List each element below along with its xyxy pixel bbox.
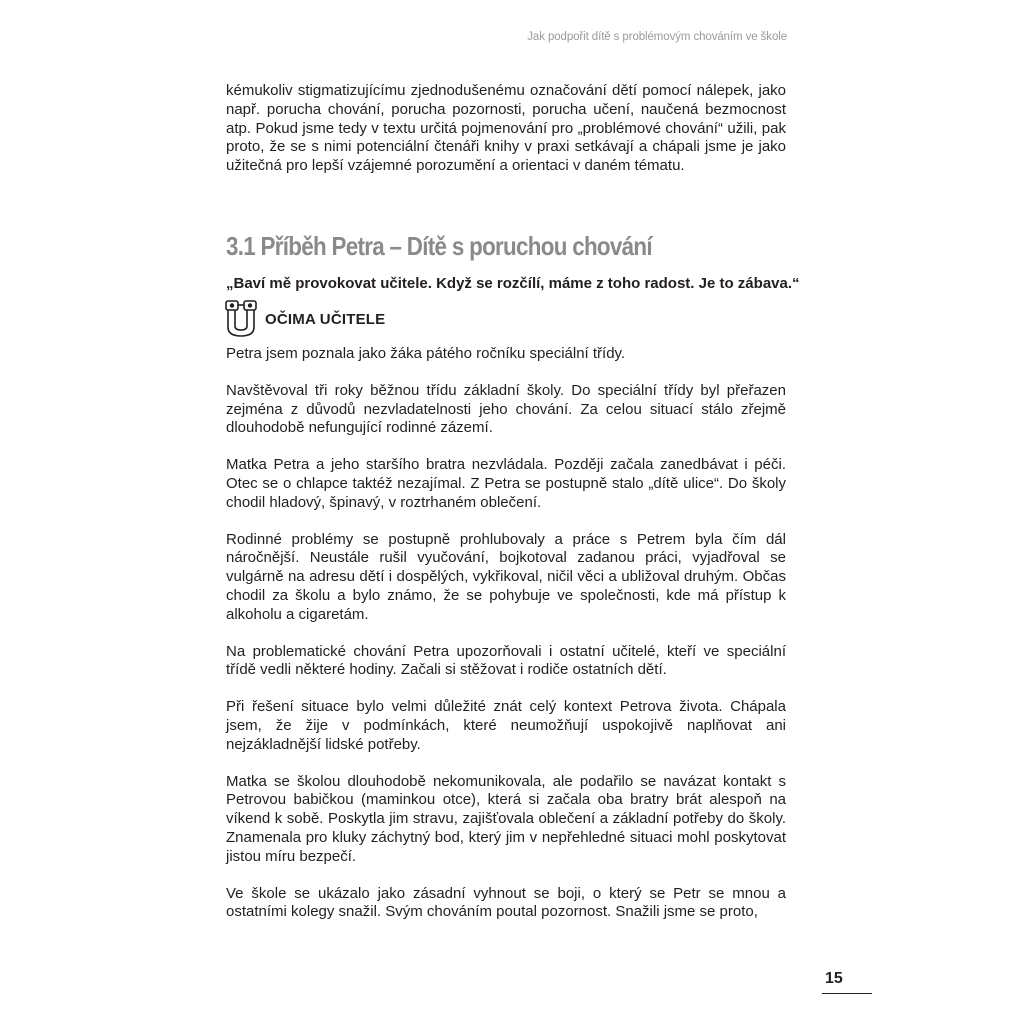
story-body bbox=[226, 345, 786, 922]
story-paragraph: Na problematické chování Petra upozorňovali i ostatní učitelé, kteří ve speciální třídě vedli některé hodiny. Začali si stěžovat i rodiče ostatních dětí. bbox=[226, 642, 786, 679]
intro-paragraph: kémukoliv stigmatizujícímu zjednodušenému označování dětí pomocí nálepek, jako např. porucha chování, porucha pozornosti, porucha učení, naučená bezmocnost atp. Pokud jsme tedy v textu určitá pojmenování pro „problémové chování“ užili, pak proto, že se s nimi potenciální čtenáři knihy v praxi setkávají a chápali jsme je jako užitečná pro lepší vzájemné porozumění a orientaci v daném tématu. bbox=[226, 82, 786, 175]
perspective-label: OČIMA UČITELE bbox=[265, 310, 386, 328]
story-paragraph: Petra jsem poznala jako žáka pátého ročníku speciální třídy. bbox=[226, 345, 626, 362]
story-paragraph: Rodinné problémy se postupně prohlubovaly a práce s Petrem byla čím dál náročnější. Neustále rušil vyučování, bojkotoval zadanou práci, vyjadřoval se vulgárně na adresu dětí i dospělých, vykřikoval, ničil věci a ubližoval druhým. Občas chodil za školu a bylo známo, že se pohybuje ve společnosti, kde má přístup k alkoholu a cigaretám. bbox=[226, 530, 786, 623]
story-paragraph: Navštěvoval tři roky běžnou třídu základní školy. Do speciální třídy byl přeřazen zejména z důvodů nezvladatelnosti jeho chování. Za celou situací stálo zřejmě dlouhodobě nefungující rodinné zázemí. bbox=[226, 381, 786, 437]
intro-block bbox=[226, 82, 786, 176]
story-paragraph: Při řešení situace bylo velmi důležité znát celý kontext Petrova života. Chápala jsem, že žije v podmínkách, které neumožňují uspokojivě naplňovat ani nejzákladnější lidské potřeby. bbox=[226, 698, 786, 753]
binoculars-icon bbox=[224, 299, 258, 339]
perspective-heading bbox=[224, 299, 385, 339]
story-paragraph: Matka se školou dlouhodobě nekomunikovala, ale podařilo se navázat kontakt s Petrovou babičkou (maminkou otce), která si začala oba bratry brát alespoň na víkend k sobě. Poskytla jim stravu, zajišťovala oblečení a základní potřeby do školy. Znamenala pro kluky záchytný bod, který jim v nepřehledné situaci mohl poskytovat jistou míru bezpečí. bbox=[226, 772, 786, 865]
story-paragraph: Ve škole se ukázalo jako zásadní vyhnout se boji, o který se Petr se mnou a ostatními kolegy snažil. Svým chováním poutal pozornost. Snažili jsme se proto, bbox=[226, 884, 786, 921]
running-header: Jak podpořit dítě s problémovým chováním ve škole bbox=[527, 31, 787, 43]
story-paragraph: Matka Petra a jeho staršího bratra nezvládala. Později začala zanedbávat i péči. Otec se o chlapce taktéž nezajímal. Z Petra se postupně stalo „dítě ulice“. Do školy chodil hladový, špinavý, v roztrhaném oblečení. bbox=[226, 456, 786, 511]
footer-rule bbox=[822, 993, 872, 994]
section-title: 3.1 Příběh Petra – Dítě s poruchou chování bbox=[226, 231, 652, 261]
section-quote: „Baví mě provokovat učitele. Když se rozčílí, máme z toho radost. Je to zábava.“ bbox=[226, 275, 800, 292]
page-number: 15 bbox=[825, 970, 843, 987]
